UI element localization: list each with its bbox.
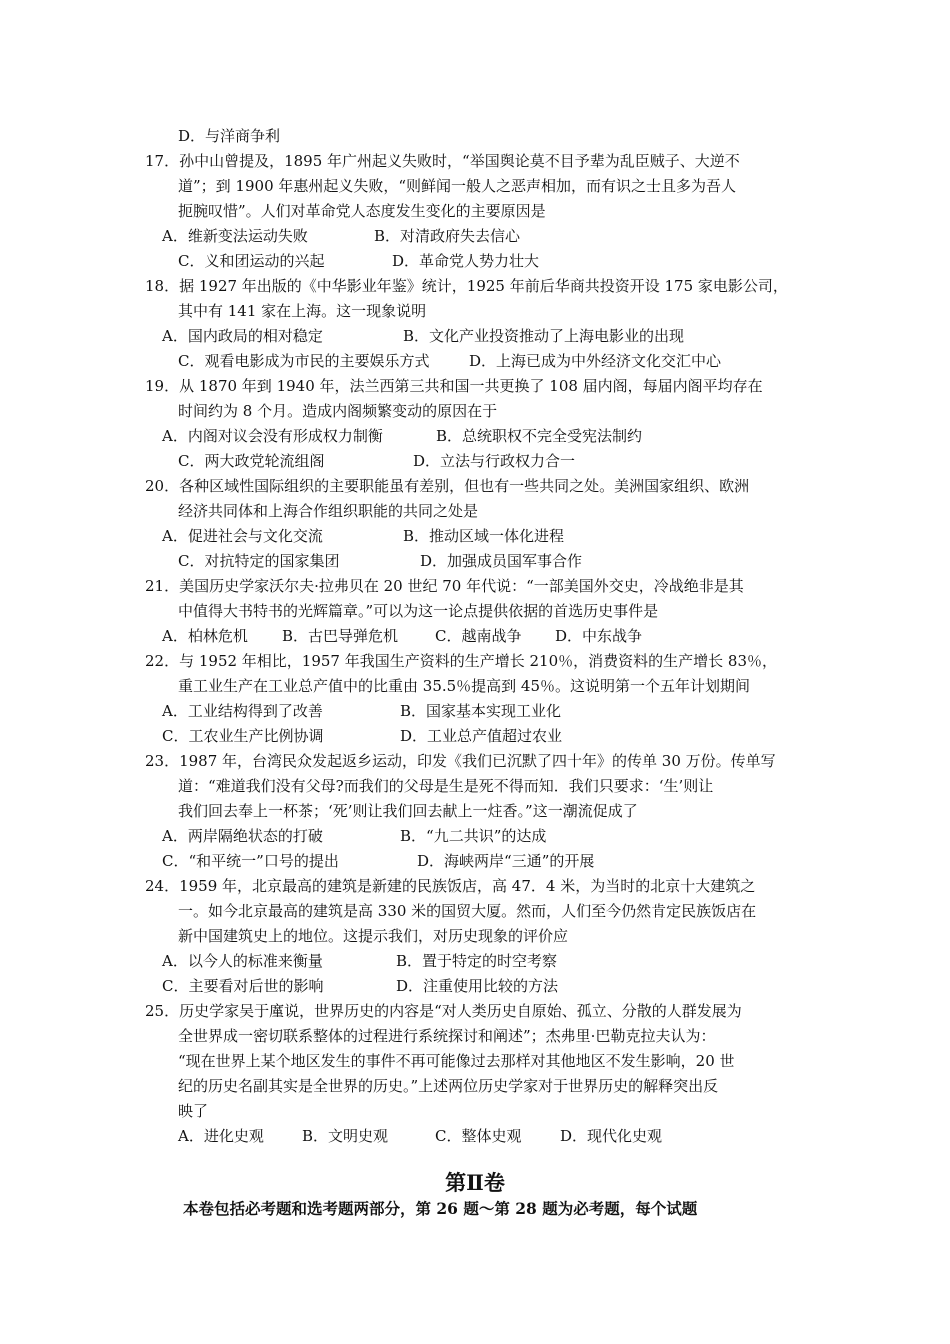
question-17-line-1: 17．孙中山曾提及，1895 年广州起义失败时，“举国舆论莫不目予辈为乱臣贼子、大逆不 bbox=[145, 152, 740, 170]
question-25-option-b: B．文明史观 bbox=[302, 1127, 389, 1145]
question-23-line-1: 23．1987 年，台湾民众发起返乡运动，印发《我们已沉默了四十年》的传单 30 万份。传单写 bbox=[145, 752, 776, 770]
question-25-option-d: D．现代化史观 bbox=[560, 1127, 663, 1145]
question-21-line-2: 中值得大书特书的光辉篇章。”可以为这一论点提供依据的首选历史事件是 bbox=[178, 602, 659, 620]
question-18-option-a: A．国内政局的相对稳定 bbox=[162, 327, 323, 345]
question-24-option-a: A．以今人的标准来衡量 bbox=[162, 952, 323, 970]
question-18-option-b: B．文化产业投资推动了上海电影业的出现 bbox=[403, 327, 685, 345]
question-17-option-c: C．义和团运动的兴起 bbox=[178, 252, 325, 270]
question-22-line-2: 重工业生产在工业总产值中的比重由 35.5％提高到 45％。这说明第一个五年计划期间 bbox=[178, 677, 751, 695]
question-25-line-5: 映了 bbox=[178, 1102, 209, 1120]
question-22-option-c: C．工农业生产比例协调 bbox=[162, 727, 324, 745]
question-24-line-1: 24．1959 年，北京最高的建筑是新建的民族饭店，高 47．4 米，为当时的北京十大建筑之 bbox=[145, 877, 756, 895]
question-25-line-4: 纪的历史名副其实是全世界的历史。”上述两位历史学家对于世界历史的解释突出反 bbox=[178, 1077, 719, 1095]
question-19-option-d: D．立法与行政权力合一 bbox=[413, 452, 576, 470]
section-2-instructions: 本卷包括必考题和选考题两部分，第 26 题～第 28 题为必考题，每个试题 bbox=[183, 1199, 698, 1218]
question-22-line-1: 22．与 1952 年相比，1957 年我国生产资料的生产增长 210％，消费资料的生产增长 83％， bbox=[145, 652, 777, 670]
question-17-option-a: A．维新变法运动失败 bbox=[162, 227, 308, 245]
q16-option-d: D．与洋商争利 bbox=[178, 127, 281, 145]
question-18-line-2: 其中有 141 家在上海。这一现象说明 bbox=[178, 302, 427, 320]
question-20-option-a: A．促进社会与文化交流 bbox=[162, 527, 323, 545]
question-24-line-3: 新中国建筑史上的地位。这提示我们，对历史现象的评价应 bbox=[178, 927, 569, 945]
question-22-option-b: B．国家基本实现工业化 bbox=[400, 702, 562, 720]
question-25-option-a: A．进化史观 bbox=[178, 1127, 264, 1145]
question-24-option-b: B．置于特定的时空考察 bbox=[396, 952, 558, 970]
question-21-option-a: A．柏林危机 bbox=[162, 627, 248, 645]
question-17-option-d: D．革命党人势力壮大 bbox=[392, 252, 540, 270]
question-25-line-3: “现在世界上某个地区发生的事件不再可能像过去那样对其他地区不发生影响，20 世 bbox=[178, 1052, 735, 1070]
question-25-line-2: 全世界成一密切联系整体的过程进行系统探讨和阐述”；杰弗里·巴勒克拉夫认为： bbox=[178, 1027, 716, 1045]
question-21-option-c: C．越南战争 bbox=[435, 627, 522, 645]
question-17-option-b: B．对清政府失去信心 bbox=[374, 227, 521, 245]
question-19-option-a: A．内阁对议会没有形成权力制衡 bbox=[162, 427, 383, 445]
question-18-option-d: D．上海已成为中外经济文化交汇中心 bbox=[469, 352, 722, 370]
question-17-line-2: 道”；到 1900 年惠州起义失败，“则鲜闻一般人之恶声相加，而有识之士且多为吾人 bbox=[178, 177, 737, 195]
question-24-line-2: 一。如今北京最高的建筑是高 330 米的国贸大厦。然而，人们至今仍然肯定民族饭店在 bbox=[178, 902, 757, 920]
question-23-option-b: B．“九二共识”的达成 bbox=[400, 827, 547, 845]
question-19-line-1: 19．从 1870 年到 1940 年，法兰西第三共和国一共更换了 108 届内阁，每届内阁平均存在 bbox=[145, 377, 763, 395]
question-24-option-d: D．注重使用比较的方法 bbox=[396, 977, 559, 995]
question-21-option-b: B．古巴导弹危机 bbox=[282, 627, 399, 645]
question-20-option-b: B．推动区域一体化进程 bbox=[403, 527, 565, 545]
question-19-option-c: C．两大政党轮流组阁 bbox=[178, 452, 325, 470]
section-2-title: 第Ⅱ卷 bbox=[445, 1170, 505, 1195]
question-22-option-a: A．工业结构得到了改善 bbox=[162, 702, 323, 720]
question-19-option-b: B．总统职权不完全受宪法制约 bbox=[436, 427, 643, 445]
question-23-option-d: D．海峡两岸“三通”的开展 bbox=[417, 852, 595, 870]
question-20-option-d: D．加强成员国军事合作 bbox=[420, 552, 583, 570]
question-17-line-3: 扼腕叹惜”。人们对革命党人态度发生变化的主要原因是 bbox=[178, 202, 546, 220]
question-18-line-1: 18．据 1927 年出版的《中华影业年鉴》统计，1925 年前后华商共投资开设 175 家电影公司， bbox=[145, 277, 788, 295]
question-20-line-1: 20．各种区域性国际组织的主要职能虽有差别，但也有一些共同之处。美洲国家组织、欧洲 bbox=[145, 477, 750, 495]
question-23-line-3: 我们回去奉上一杯茶；‘死’则让我们回去献上一炷香。”这一潮流促成了 bbox=[178, 802, 638, 820]
question-25-line-1: 25．历史学家吴于廑说，世界历史的内容是“对人类历史自原始、孤立、分散的人群发展为 bbox=[145, 1002, 742, 1020]
question-20-option-c: C．对抗特定的国家集团 bbox=[178, 552, 340, 570]
question-23-line-2: 道：“难道我们没有父母?而我们的父母是生是死不得而知．我们只要求：‘生’则让 bbox=[178, 777, 714, 795]
question-24-option-c: C．主要看对后世的影响 bbox=[162, 977, 324, 995]
question-21-line-1: 21．美国历史学家沃尔夫·拉弗贝在 20 世纪 70 年代说：“一部美国外交史，冷战绝非是其 bbox=[145, 577, 744, 595]
question-23-option-a: A．两岸隔绝状态的打破 bbox=[162, 827, 323, 845]
question-22-option-d: D．工业总产值超过农业 bbox=[400, 727, 563, 745]
question-19-line-2: 时间约为 8 个月。造成内阁频繁变动的原因在于 bbox=[178, 402, 498, 420]
question-21-option-d: D．中东战争 bbox=[555, 627, 643, 645]
question-20-line-2: 经济共同体和上海合作组织职能的共同之处是 bbox=[178, 502, 479, 520]
question-23-option-c: C．“和平统一”口号的提出 bbox=[162, 852, 339, 870]
question-18-option-c: C．观看电影成为市民的主要娱乐方式 bbox=[178, 352, 430, 370]
question-25-option-c: C．整体史观 bbox=[435, 1127, 522, 1145]
